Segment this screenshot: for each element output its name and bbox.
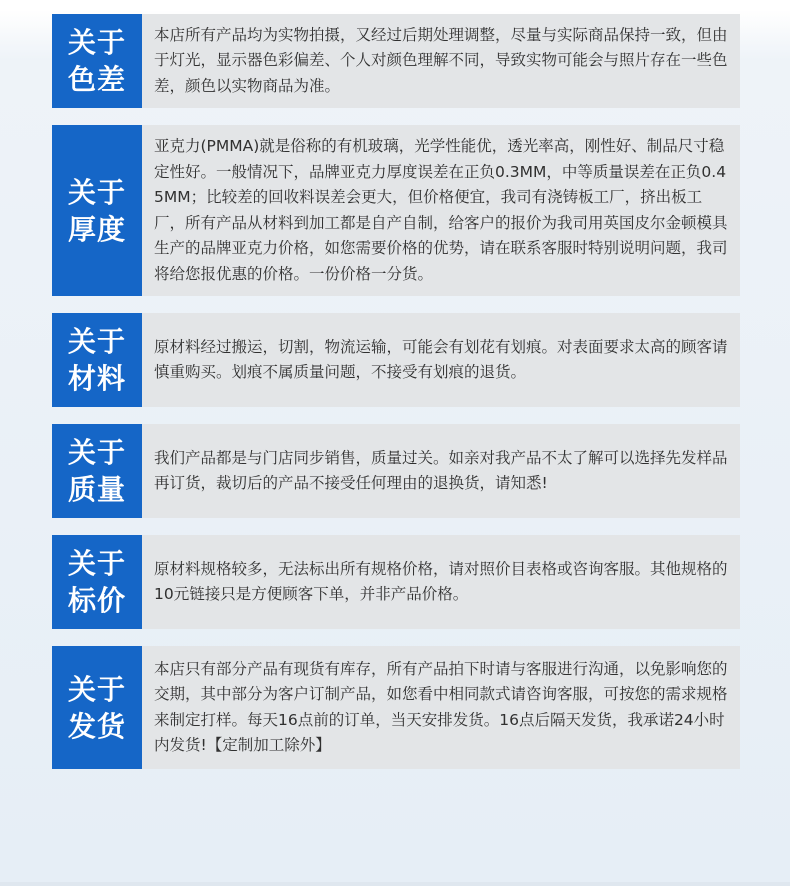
section-description-box: [142, 14, 740, 108]
section-description: 原材料经过搬运，切割，物流运输，可能会有划花有划痕。对表面要求太高的顾客请慎重购买。划痕不属质量问题，不接受有划痕的退货。: [154, 337, 728, 381]
section-title-line-1: 关于: [67, 325, 126, 358]
section-title-line-2: 厚度: [67, 212, 126, 246]
section-quality: [52, 424, 740, 518]
section-title-line-1: 关于: [67, 547, 126, 580]
section-title-box: [52, 313, 142, 407]
section-title-line-2: 色差: [67, 63, 126, 96]
section-title-line-1: 关于: [67, 436, 126, 469]
section-color-difference: [52, 14, 740, 108]
section-title-line-2: 标价: [67, 584, 126, 617]
section-title-box: [52, 125, 142, 296]
section-title-line-2: 材料: [67, 362, 126, 395]
section-material: [52, 313, 740, 407]
section-thickness: [52, 125, 740, 296]
bottom-divider: [0, 882, 790, 886]
section-description-box: [142, 424, 740, 518]
section-description-box: [142, 646, 740, 769]
section-description: 原材料规格较多，无法标出所有规格价格，请对照价目表格或咨询客服。其他规格的10元链接只是方便顾客下单，并非产品价格。: [154, 559, 728, 603]
section-description-box: [142, 313, 740, 407]
section-price-label: [52, 535, 740, 629]
section-title-box: [52, 14, 142, 108]
section-shipping: [52, 646, 740, 769]
section-title-box: [52, 535, 142, 629]
section-description-box: [142, 535, 740, 629]
section-description: 我们产品都是与门店同步销售，质量过关。如亲对我产品不太了解可以选择先发样品再订货，裁切后的产品不接受任何理由的退换货，请知悉!: [154, 448, 728, 492]
section-title-line-2: 质量: [67, 473, 126, 506]
section-description: 本店所有产品均为实物拍摄，又经过后期处理调整，尽量与实际商品保持一致，但由于灯光，显示器色彩偏差、个人对颜色理解不同，导致实物可能会与照片存在一些色差，颜色以实物商品为准。: [154, 25, 728, 95]
section-title-box: [52, 646, 142, 769]
section-description: 亚克力(PMMA)就是俗称的有机玻璃，光学性能优，透光率高，刚性好、制品尺寸稳定性好。一般情况下，品牌亚克力厚度误差在正负0.3MM，中等质量误差在正负0.45MM；比较差的回收料误差会更大，但价格便宜，我司有浇铸板工厂，挤出板工厂，所有产品从材料到加工都是自产自制，给客户的报价为我司用英国皮尔金顿模具生产的品牌亚克力价格，如您需要价格的优势，请在联系客服时特别说明问题，我司将给您报优惠的价格。一份价格一分货。: [154, 137, 728, 283]
section-description-box: [142, 125, 740, 296]
section-title-line-1: 关于: [67, 175, 126, 209]
section-title-line-1: 关于: [67, 672, 126, 706]
section-title-box: [52, 424, 142, 518]
section-description: 本店只有部分产品有现货有库存，所有产品拍下时请与客服进行沟通，以免影响您的交期，其中部分为客户订制产品，如您看中相同款式请咨询客服，可按您的需求规格来制定打样。每天16点前的订单，当天安排发货。16点后隔天发货，我承诺24小时内发货!【定制加工除外】: [154, 659, 728, 754]
section-title-line-2: 发货: [67, 709, 126, 743]
section-title-line-1: 关于: [67, 26, 126, 59]
